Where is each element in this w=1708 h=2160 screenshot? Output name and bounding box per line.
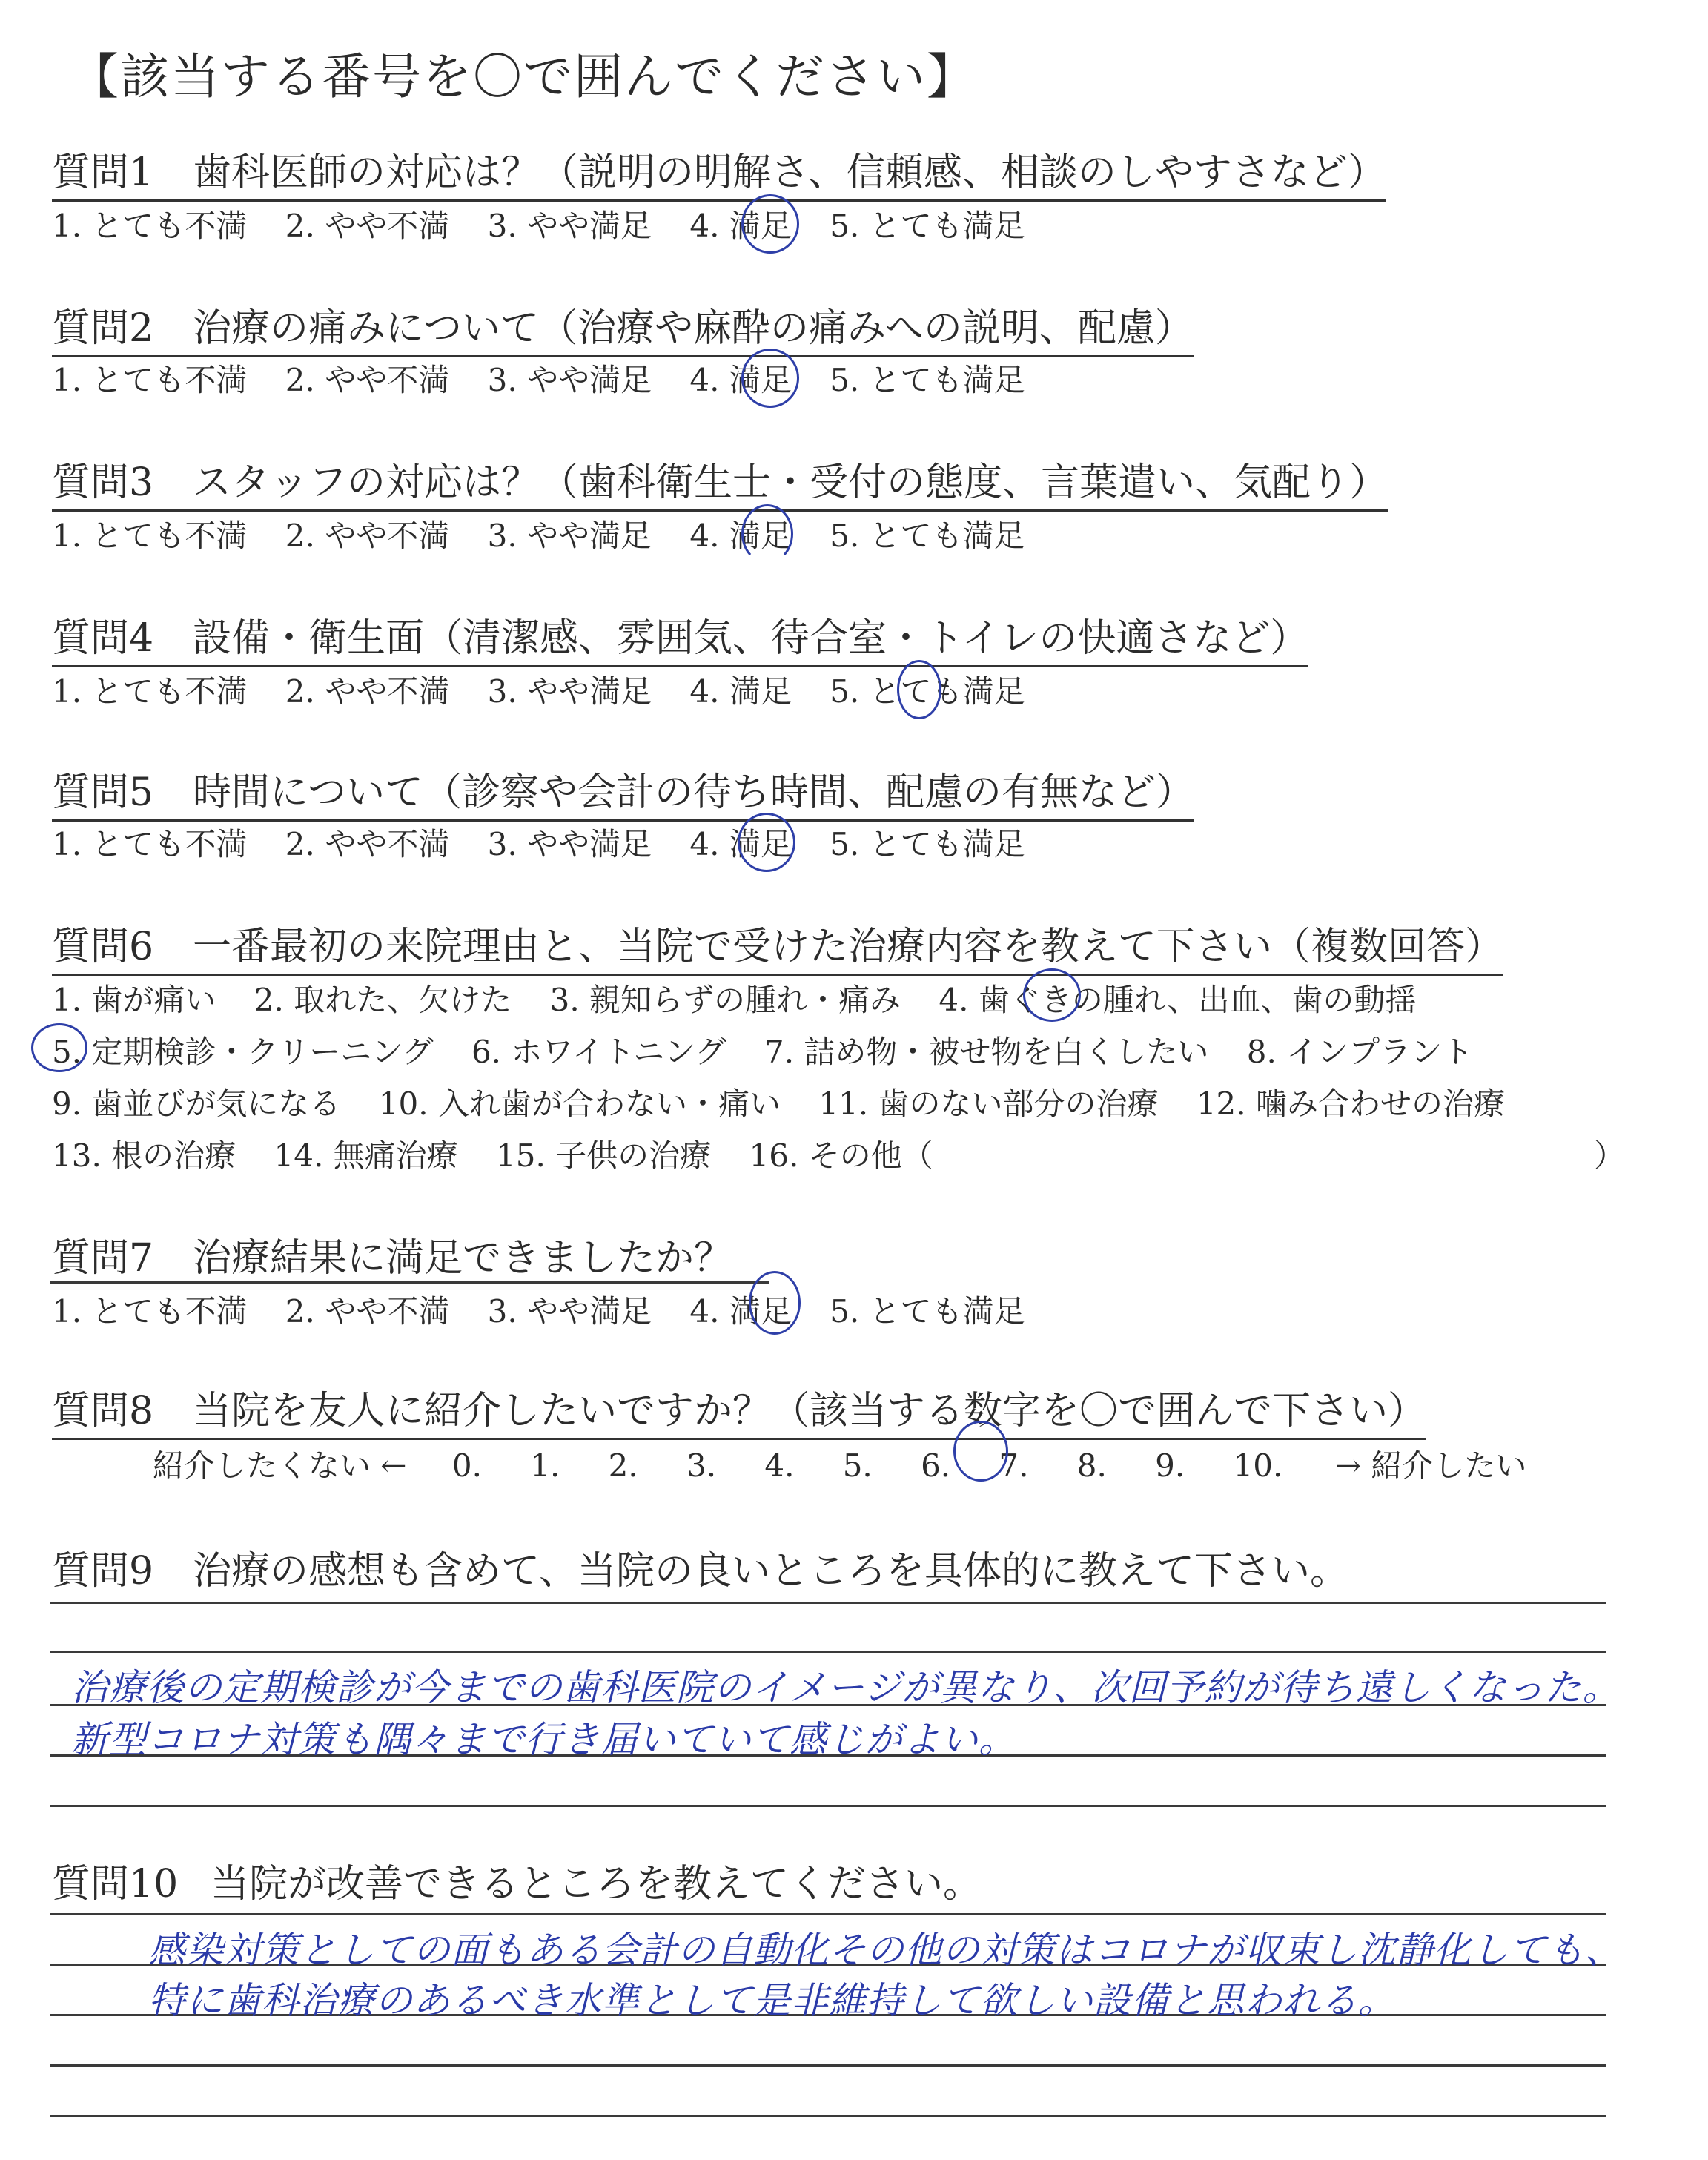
option-5[interactable]: 5. 定期検診・クリーニング <box>52 1034 434 1070</box>
option-2[interactable]: 2. やや不満 <box>285 362 450 398</box>
option-1[interactable]: 1. とても不満 <box>52 1293 248 1330</box>
question-2-options <box>52 356 1036 400</box>
nps-2[interactable]: 2. <box>608 1447 638 1484</box>
question-8-heading <box>52 1379 1426 1440</box>
option-2[interactable]: 2. やや不満 <box>285 208 450 244</box>
option-3[interactable]: 3. やや満足 <box>487 673 652 710</box>
option-4[interactable]: 4. 満足 <box>689 826 792 862</box>
option-8[interactable]: 8. インプラント <box>1246 1034 1474 1070</box>
q10-answer-line-1 <box>50 1913 1606 1915</box>
nps-10[interactable]: 10. <box>1233 1447 1283 1484</box>
question-2-text: 治療の痛みについて（治療や麻酔の痛みへの説明、配慮） <box>193 306 1194 351</box>
option-3[interactable]: 3. やや満足 <box>487 208 652 244</box>
option-1[interactable]: 1. とても不満 <box>52 208 248 244</box>
nps-7[interactable]: 7. <box>999 1447 1029 1484</box>
nps-8[interactable]: 8. <box>1076 1447 1107 1484</box>
option-3[interactable]: 3. やや満足 <box>487 362 652 398</box>
q6-line-2 <box>52 1028 1483 1072</box>
question-1-heading <box>52 141 1386 202</box>
option-2[interactable]: 2. やや不満 <box>285 518 450 554</box>
question-5-options <box>52 820 1036 865</box>
question-7-text: 治療結果に満足できましたか？ <box>193 1236 733 1281</box>
option-7[interactable]: 7. 詰め物・被せ物を白くしたい <box>764 1034 1209 1070</box>
option-3[interactable]: 3. やや満足 <box>487 518 652 554</box>
option-5[interactable]: 5. とても満足 <box>830 362 1025 398</box>
question-5-number: 質問5 <box>52 770 154 815</box>
option-1[interactable]: 1. 歯が痛い <box>52 982 216 1018</box>
question-6-text: 一番最初の来院理由と、当院で受けた治療内容を教えて下さい（複数回答） <box>193 925 1504 969</box>
q9-answer-text-2: 新型コロナ対策も隅々まで行き届いていて感じがよい。 <box>71 1718 1016 1761</box>
nps-5[interactable]: 5. <box>842 1447 873 1484</box>
question-5-heading <box>52 761 1194 822</box>
option-2[interactable]: 2. やや不満 <box>285 673 450 710</box>
option-4[interactable]: 4. 満足 <box>689 518 792 554</box>
question-1-text: 歯科医師の対応は？（説明の明解さ、信頼感、相談のしやすさなど） <box>193 151 1386 195</box>
option-5[interactable]: 5. とても満足 <box>830 826 1025 862</box>
question-6-heading <box>52 915 1503 976</box>
question-7-options <box>52 1287 1036 1332</box>
q6-line-1 <box>52 976 1426 1020</box>
nps-4[interactable]: 4. <box>764 1447 795 1484</box>
option-2[interactable]: 2. やや不満 <box>285 1293 450 1330</box>
nps-left-label: 紹介したくない ← <box>153 1447 407 1484</box>
nps-3[interactable]: 3. <box>686 1447 717 1484</box>
question-1-number: 質問1 <box>52 151 154 195</box>
option-4[interactable]: 4. 満足 <box>689 208 792 244</box>
option-5[interactable]: 5. とても満足 <box>830 1293 1025 1330</box>
option-1[interactable]: 1. とても不満 <box>52 362 248 398</box>
q9-answer-line-1 <box>50 1602 1606 1604</box>
option-2[interactable]: 2. 取れた、欠けた <box>254 982 512 1018</box>
question-10-heading <box>52 1852 982 1911</box>
survey-title: 【該当する番号を〇で囲んでください】 <box>70 48 977 105</box>
option-15[interactable]: 15. 子供の治療 <box>496 1137 712 1174</box>
q10-answer-line-5 <box>50 2115 1606 2117</box>
question-3-heading <box>52 451 1388 512</box>
option-1[interactable]: 1. とても不満 <box>52 518 248 554</box>
nps-9[interactable]: 9. <box>1155 1447 1185 1484</box>
option-4[interactable]: 4. 満足 <box>689 362 792 398</box>
q9-answer-line-2 <box>50 1651 1606 1653</box>
nps-1[interactable]: 1. <box>530 1447 560 1484</box>
q7-underline <box>50 1281 769 1284</box>
question-1-options <box>52 202 1036 246</box>
option-16[interactable]: 16. その他（ <box>749 1137 933 1174</box>
question-4-heading <box>52 607 1308 667</box>
option-1[interactable]: 1. とても不満 <box>52 826 248 862</box>
question-7-heading <box>52 1226 732 1285</box>
question-4-text: 設備・衛生面（清潔感、雰囲気、待合室・トイレの快適さなど） <box>193 616 1309 661</box>
option-5[interactable]: 5. とても満足 <box>830 208 1025 244</box>
q10-answer-text-2: 特に歯科治療のあるべき水準として是非維持して欲しい設備と思われる。 <box>148 1979 1396 2022</box>
question-4-number: 質問4 <box>52 616 154 661</box>
option-3[interactable]: 3. やや満足 <box>487 826 652 862</box>
question-3-number: 質問3 <box>52 460 154 505</box>
question-9-heading <box>52 1539 1348 1598</box>
q9-answer-text-1: 治療後の定期検診が今までの歯科医院のイメージが異なり、次回予約が待ち遠しくなった。 <box>71 1666 1621 1709</box>
q6-other-close-paren: ） <box>1594 1137 1626 1174</box>
question-10-text: 当院が改善できるところを教えてください。 <box>211 1862 982 1906</box>
question-2-number: 質問2 <box>52 306 154 351</box>
option-3[interactable]: 3. 親知らずの腫れ・痛み <box>549 982 901 1018</box>
question-3-options <box>52 512 1036 556</box>
question-8-text: 当院を友人に紹介したいですか？（該当する数字を〇で囲んで下さい） <box>193 1389 1427 1433</box>
option-9[interactable]: 9. 歯並びが気になる <box>52 1086 341 1122</box>
option-2[interactable]: 2. やや不満 <box>285 826 450 862</box>
option-11[interactable]: 11. 歯のない部分の治療 <box>818 1086 1159 1122</box>
q10-answer-text-1: 感染対策としての面もある会計の自動化その他の対策はコロナが収束し沈静化しても、 <box>148 1929 1623 1972</box>
option-14[interactable]: 14. 無痛治療 <box>274 1137 458 1174</box>
option-4[interactable]: 4. 満足 <box>689 673 792 710</box>
option-6[interactable]: 6. ホワイトニング <box>471 1034 726 1070</box>
nps-right-label: → 紹介したい <box>1334 1447 1527 1484</box>
question-8-number: 質問8 <box>52 1389 154 1433</box>
question-10-number: 質問10 <box>52 1862 179 1906</box>
question-5-text: 時間について（診察や会計の待ち時間、配慮の有無など） <box>193 770 1194 815</box>
q6-line-3 <box>52 1080 1515 1124</box>
q6-line-4 <box>52 1132 944 1176</box>
nps-6[interactable]: 6. <box>921 1447 951 1484</box>
option-4[interactable]: 4. 歯ぐきの腫れ、出血、歯の動揺 <box>939 982 1417 1018</box>
option-1[interactable]: 1. とても不満 <box>52 673 248 710</box>
question-9-number: 質問9 <box>52 1549 154 1593</box>
option-4[interactable]: 4. 満足 <box>689 1293 792 1330</box>
question-2-heading <box>52 297 1194 357</box>
q9-answer-line-5 <box>50 1805 1606 1807</box>
nps-0[interactable]: 0. <box>451 1447 482 1484</box>
option-13[interactable]: 13. 根の治療 <box>52 1137 236 1174</box>
question-4-options <box>52 667 1036 712</box>
question-7-number: 質問7 <box>52 1236 154 1281</box>
option-10[interactable]: 10. 入れ歯が合わない・痛い <box>378 1086 781 1122</box>
q10-answer-line-4 <box>50 2064 1606 2067</box>
question-9-text: 治療の感想も含めて、当院の良いところを具体的に教えて下さい。 <box>193 1549 1348 1593</box>
question-3-text: スタッフの対応は？（歯科衛生士・受付の態度、言葉遣い、気配り） <box>193 460 1388 505</box>
question-6-number: 質問6 <box>52 925 154 969</box>
option-5[interactable]: 5. とても満足 <box>830 518 1025 554</box>
option-5[interactable]: 5. とても満足 <box>830 673 1025 710</box>
nps-scale <box>153 1441 1526 1486</box>
option-3[interactable]: 3. やや満足 <box>487 1293 652 1330</box>
option-12[interactable]: 12. 噛み合わせの治療 <box>1196 1086 1505 1122</box>
